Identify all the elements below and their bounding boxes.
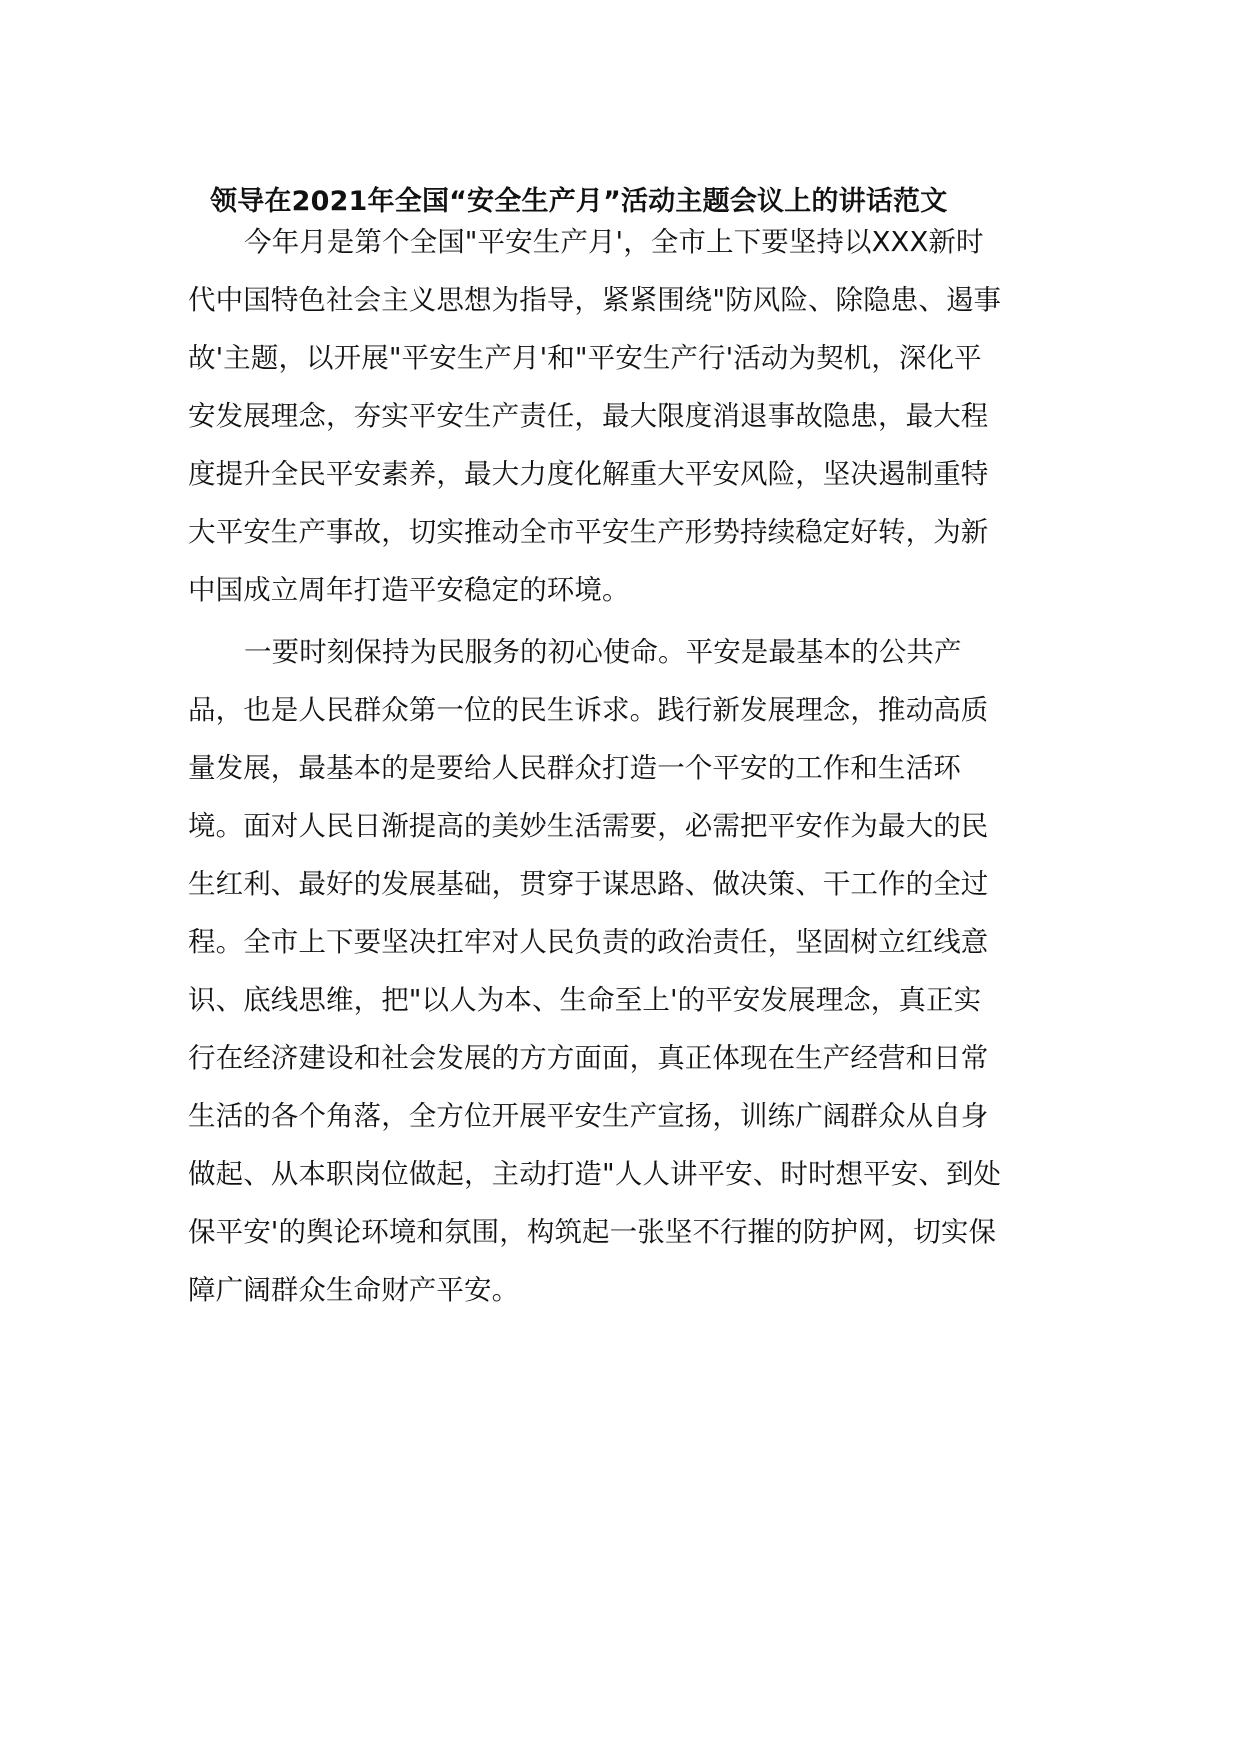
paragraph-2-line-1: 一要时刻保持为民服务的初心使命。平安是最基本的公共产 — [244, 636, 962, 668]
paragraph-1-line-1: 今年月是第个全国"平安生产月'，全市上下要坚持以XXX新时 — [244, 226, 984, 258]
paragraph-1-line-4: 安发展理念，夯实平安生产责任，最大限度消退事故隐患，最大程 — [188, 400, 989, 432]
paragraph-2-line-2: 品，也是人民群众第一位的民生诉求。践行新发展理念，推动高质 — [188, 694, 989, 726]
paragraph-2-line-6: 程。全市上下要坚决扛牢对人民负责的政治责任，坚固树立红线意 — [188, 926, 989, 958]
paragraph-1-line-2: 代中国特色社会主义思想为指导，紧紧围绕"防风险、除隐患、遏事 — [188, 284, 1002, 316]
paragraph-2-line-7: 识、底线思维，把"以人为本、生命至上'的平安发展理念，真正实 — [188, 984, 982, 1016]
paragraph-2-line-12: 障广阔群众生命财产平安。 — [188, 1274, 520, 1306]
paragraph-2-line-9: 生活的各个角落，全方位开展平安生产宣扬，训练广阔群众从自身 — [188, 1100, 989, 1132]
paragraph-2-line-3: 量发展，最基本的是要给人民群众打造一个平安的工作和生活环 — [188, 752, 961, 784]
paragraph-2-line-11: 保平安'的舆论环境和氛围，构筑起一张坚不行摧的防护网，切实保 — [188, 1216, 997, 1248]
paragraph-1-line-7: 中国成立周年打造平安稳定的环境。 — [188, 574, 630, 606]
paragraph-2-line-8: 行在经济建设和社会发展的方方面面，真正体现在生产经营和日常 — [188, 1042, 989, 1074]
paragraph-2-line-4: 境。面对人民日渐提高的美妙生活需要，必需把平安作为最大的民 — [188, 810, 989, 842]
paragraph-1-line-6: 大平安生产事故，切实推动全市平安生产形势持续稳定好转，为新 — [188, 516, 989, 548]
paragraph-1-line-5: 度提升全民平安素养，最大力度化解重大平安风险，坚决遏制重特 — [188, 458, 989, 490]
paragraph-1-line-3: 故'主题，以开展"平安生产月'和"平安生产行'活动为契机，深化平 — [188, 342, 982, 374]
document-title: 领导在2021年全国“安全生产月”活动主题会议上的讲话范文 — [210, 186, 948, 217]
paragraph-2-line-10: 做起、从本职岗位做起，主动打造"人人讲平安、时时想平安、到处 — [188, 1158, 1002, 1190]
paragraph-2-line-5: 生红利、最好的发展基础，贯穿于谋思路、做决策、干工作的全过 — [188, 868, 989, 900]
